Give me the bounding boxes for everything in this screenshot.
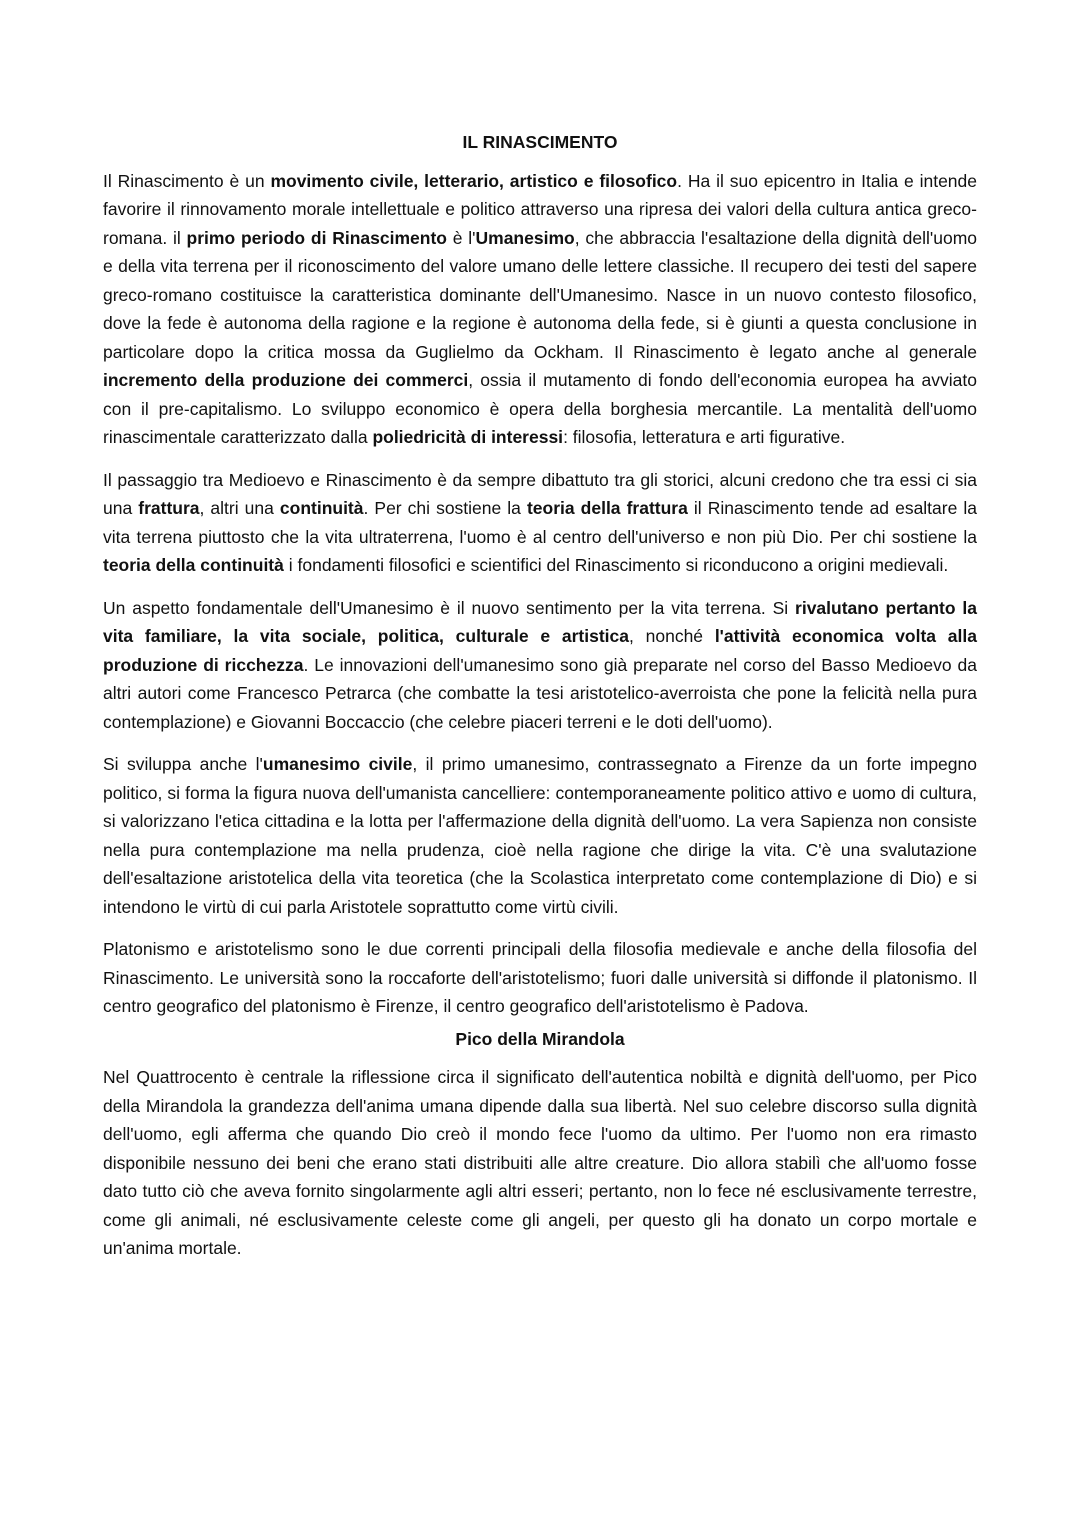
paragraph (103, 1063, 977, 1263)
text-segment: Nel Quattrocento è centrale la riflessione circa il significato dell'autentica nobiltà e dignità dell'uomo, per Pico della Mirandola la grandezza dell'anima umana dipende dalla sua libertà. Nel suo celebre discorso sulla dignità dell'uomo, egli afferma che quando Dio creò il mondo fece l'uomo da ultimo. Per l'uomo non era rimasto disponibile nessuno dei beni che erano stati distribuiti alle altre creature. Dio allora stabilì che all'uomo fosse dato tutto ciò che aveva fornito singolarmente agli altri esseri; pertanto, non lo fece né esclusivamente terrestre, come gli animali, né esclusivamente celeste come gli angeli, per questo gli ha donato un corpo mortale e un'anima mortale. (103, 1067, 977, 1258)
bold-text: umanesimo civile (262, 754, 413, 774)
section-2 (103, 1063, 977, 1263)
text-segment: i fondamenti filosofici e scientifici del Rinascimento si riconducono a origini medievali. (283, 555, 949, 575)
bold-text: frattura (138, 498, 200, 518)
bold-text: l'attività economica volta alla produzione di ricchezza (103, 626, 977, 675)
bold-text: continuità (279, 498, 364, 518)
bold-text: teoria della frattura (526, 498, 688, 518)
text-segment: Il passaggio tra Medioevo e Rinascimento è da sempre dibattuto tra gli storici, alcuni credono che tra essi ci sia una (103, 469, 977, 518)
text-segment: , che abbraccia l'esaltazione della dignità dell'uomo e della vita terrena per il riconoscimento del valore umano delle lettere classiche. Il recupero dei testi del sapere greco-romano costituisce la caratteristica dominante dell'Umanesimo. Nasce in un nuovo contesto filosofico, dove la fede è autonoma della ragione e la regione è autonoma della fede, si è giunti a questa conclusione in particolare dopo la critica mossa da Guglielmo da Ockham. Il Rinascimento è legato anche al generale (103, 227, 978, 362)
paragraph (103, 167, 977, 452)
bold-text: primo periodo di Rinascimento (186, 227, 447, 248)
text-segment: , altri una (199, 498, 280, 518)
text-segment: è l' (446, 227, 476, 248)
bold-text: incremento della produzione dei commerci (103, 370, 469, 390)
section-title: Pico della Mirandola (455, 1028, 625, 1049)
text-segment: , il primo umanesimo, contrassegnato a Firenze da un forte impegno politico, si forma la figura nuova dell'umanista cancelliere: contemporaneamente politico attivo e uomo di cultura, si valorizzano l'etica cittadina e la lotta per l'affermazione della dignità dell'uomo. La vera Sapienza non consiste nella pura contemplazione ma nella prudenza, cioè nella ragione che dirige la vita. C'è una svalutazione dell'esaltazione aristotelica della vita teoretica (che la Scolastica interpretato come contemplazione di Dio) e si intendono le virtù di cui parla Aristotele soprattutto come virtù civili. (103, 754, 977, 917)
paragraph (103, 594, 977, 737)
text-segment: : filosofia, letteratura e arti figurative. (563, 427, 846, 447)
document-title: IL RINASCIMENTO (462, 132, 618, 152)
text-segment: . Le innovazioni dell'umanesimo sono già preparate nel corso del Basso Medioevo da altri autori come Francesco Petrarca (che combatte la tesi aristotelico-averroista che pone la felicità nella pura contemplazione) e Giovanni Boccaccio (che celebre piaceri terreni e le doti dell'uomo). (103, 654, 977, 732)
bold-text: Umanesimo (475, 227, 575, 248)
paragraph (103, 750, 977, 921)
text-segment: , ossia il mutamento di fondo dell'economia europea ha avviato con il pre-capitalismo. Lo sviluppo economico è opera della borghesia mercantile. La mentalità dell'uomo rinascimentale caratterizzato dalla (103, 370, 977, 447)
text-segment: . Ha il suo epicentro in Italia e intende favorire il rinnovamento morale intellettuale e politico attraverso una ripresa dei valori della cultura antica greco-romana. il (103, 170, 977, 248)
paragraph (103, 935, 977, 1021)
text-segment: , nonché (629, 626, 715, 646)
text-segment: il Rinascimento tende ad esaltare la vita terrena piuttosto che la vita ultraterrena, l'uomo è al centro dell'universo e non più Dio. Per chi sostiene la (103, 498, 977, 547)
bold-text: movimento civile, letterario, artistico e filosofico (270, 170, 678, 191)
bold-text: poliedricità di interessi (372, 427, 564, 447)
text-segment: Si sviluppa anche l' (103, 754, 263, 774)
section-1 (103, 167, 977, 1021)
document-page (103, 128, 977, 1277)
paragraph (103, 466, 977, 580)
bold-text: rivalutano pertanto la vita familiare, la vita sociale, politica, culturale e artistica (103, 597, 977, 646)
text-segment: Il Rinascimento è un (103, 170, 271, 191)
bold-text: teoria della continuità (103, 555, 284, 575)
text-segment: . Per chi sostiene la (363, 498, 527, 518)
text-segment: Platonismo e aristotelismo sono le due correnti principali della filosofia medievale e anche della filosofia del Rinascimento. Le università sono la roccaforte dell'aristotelismo; fuori dalle università si diffonde il platonismo. Il centro geografico del platonismo è Firenze, il centro geografico dell'aristotelismo è Padova. (103, 939, 977, 1016)
text-segment: Un aspetto fondamentale dell'Umanesimo è il nuovo sentimento per la vita terrena. Si (103, 597, 796, 618)
